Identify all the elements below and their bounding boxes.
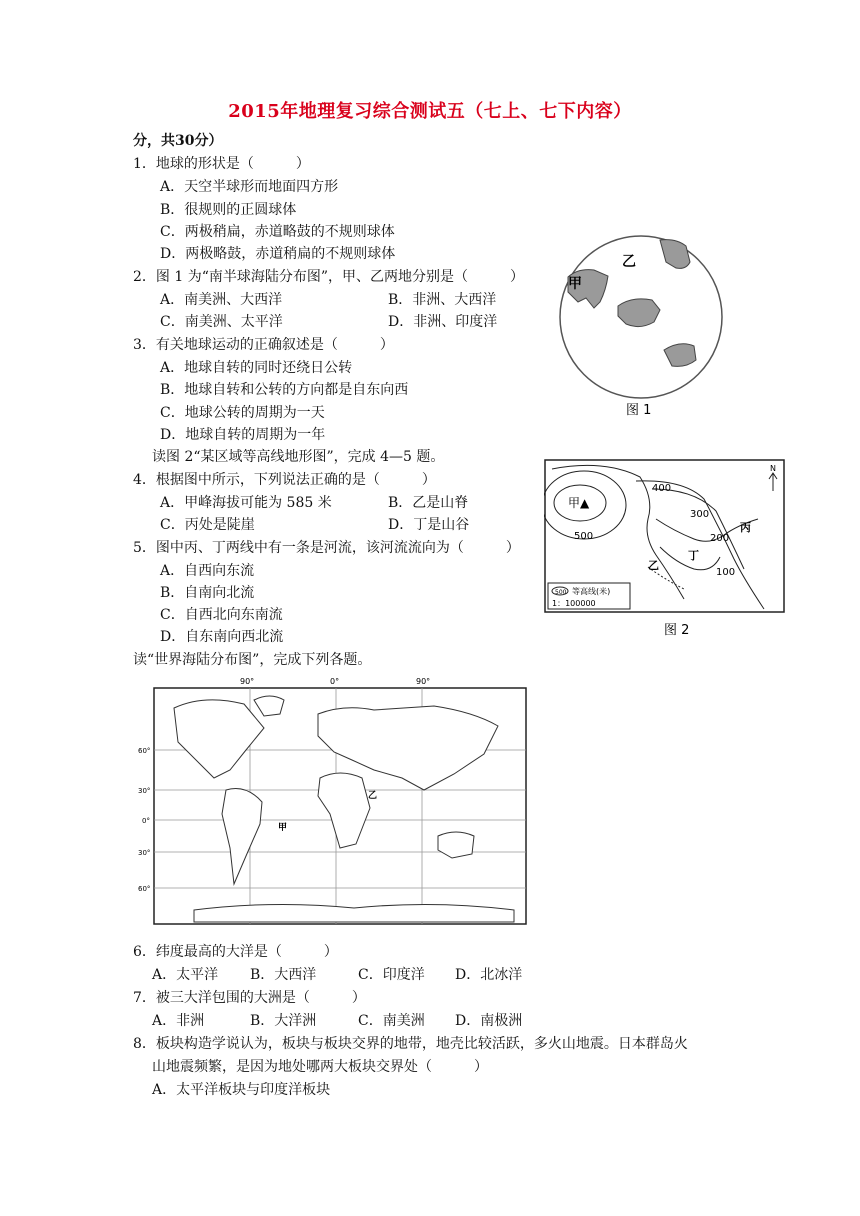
figure-1-southern-hemisphere-map [556, 232, 726, 422]
north-arrow-label: N [770, 464, 776, 473]
q5-option-c: C．自西北向东南流 [160, 607, 283, 623]
section-header: 分，共30分） [133, 133, 223, 149]
figure-3-world-map [134, 674, 534, 930]
q2-option-a: A．南美洲、大西洋 [160, 292, 283, 308]
contour-400: 400 [652, 483, 672, 494]
q7-option-c: C．南美洲 [358, 1013, 425, 1029]
fig2-peak-label: 甲▲ [568, 496, 590, 510]
q7-option-a: A．非洲 [152, 1013, 205, 1029]
map-left-tick-2: 30° [138, 787, 151, 795]
fig2-caption: 图 2 [664, 623, 690, 638]
q3-stem: 3．有关地球运动的正确叙述是（ ） [133, 337, 394, 353]
fig2-label-ding: 丁 [688, 549, 699, 562]
fig2-label-yi: 乙 [648, 559, 659, 572]
read-instruction-map: 读“世界海陆分布图”，完成下列各题。 [133, 652, 372, 668]
q8-stem-line1: 8．板块构造学说认为，板块与板块交界的地带，地壳比较活跃，多火山地震。日本群岛火 [133, 1036, 688, 1052]
q4-stem: 4．根据图中所示，下列说法正确的是（ ） [133, 472, 436, 488]
scale-label: 1：100000 [552, 599, 596, 608]
fig1-label-yi: 乙 [622, 254, 636, 270]
q4-option-c: C．丙处是陡崖 [160, 517, 255, 533]
contour-300: 300 [690, 509, 710, 520]
map-top-tick-1: 90° [240, 677, 255, 686]
q1-option-a: A．天空半球形而地面四方形 [160, 179, 339, 195]
q7-option-b: B．大洋洲 [250, 1013, 317, 1029]
q5-option-b: B．自南向北流 [160, 585, 255, 601]
page-title: 2015年地理复习综合测试五（七上、七下内容） [228, 101, 632, 122]
fig2-label-bing: 丙 [740, 521, 751, 534]
read-instruction-fig2: 读图 2“某区域等高线地形图”，完成 4—5 题。 [152, 449, 445, 465]
q7-stem: 7．被三大洋包围的大洲是（ ） [133, 990, 366, 1006]
q2-option-b: B．非洲、大西洋 [388, 292, 497, 308]
map-label-jia: 甲 [278, 823, 288, 833]
map-left-tick-4: 30° [138, 849, 151, 857]
map-left-tick-1: 60° [138, 747, 151, 755]
fig1-caption: 图 1 [626, 403, 652, 418]
legend-value: 500 [555, 589, 567, 596]
q2-option-c: C．南美洲、太平洋 [160, 314, 283, 330]
q6-option-b: B．大西洋 [250, 967, 317, 983]
q2-option-d: D．非洲、印度洋 [388, 314, 498, 330]
q1-option-d: D．两极略鼓，赤道稍扁的不规则球体 [160, 246, 396, 262]
q6-option-c: C．印度洋 [358, 967, 425, 983]
q4-option-d: D．丁是山谷 [388, 517, 470, 533]
contour-100: 100 [716, 567, 736, 578]
q5-option-d: D．自东南向西北流 [160, 629, 284, 645]
contour-500: 500 [574, 531, 594, 542]
q1-option-c: C．两极稍扁，赤道略鼓的不规则球体 [160, 224, 395, 240]
map-left-tick-3: 0° [142, 817, 150, 825]
q4-option-b: B．乙是山脊 [388, 495, 469, 511]
q1-option-b: B．很规则的正圆球体 [160, 202, 297, 218]
q3-option-a: A．地球自转的同时还绕日公转 [160, 360, 353, 376]
q5-option-a: A．自西向东流 [160, 563, 255, 579]
q6-option-a: A．太平洋 [152, 967, 219, 983]
contour-200: 200 [710, 533, 730, 544]
map-top-tick-3: 90° [416, 677, 431, 686]
q6-stem: 6．纬度最高的大洋是（ ） [133, 944, 338, 960]
fig1-label-jia: 甲 [568, 276, 582, 292]
map-left-tick-5: 60° [138, 885, 151, 893]
q7-option-d: D．南极洲 [455, 1013, 523, 1029]
q1-stem: 1．地球的形状是（ ） [133, 156, 310, 172]
q3-option-c: C．地球公转的周期为一天 [160, 405, 325, 421]
q8-option-a: A．太平洋板块与印度洋板块 [152, 1082, 331, 1098]
map-label-yi: 乙 [368, 791, 378, 801]
figure-2-contour-map [544, 459, 786, 641]
q8-stem-line2: 山地震频繁，是因为地处哪两大板块交界处（ ） [152, 1059, 488, 1075]
antarctica-shape [618, 299, 660, 327]
map-top-tick-2: 0° [330, 677, 340, 686]
q4-option-a: A．甲峰海拔可能为 585 米 [160, 495, 332, 511]
q5-stem: 5．图中丙、丁两线中有一条是河流，该河流流向为（ ） [133, 540, 520, 556]
q6-option-d: D．北冰洋 [455, 967, 523, 983]
q2-stem: 2．图 1 为“南半球海陆分布图”，甲、乙两地分别是（ ） [133, 269, 525, 285]
legend-label: 等高线(米) [572, 587, 611, 596]
q3-option-d: D．地球自转的周期为一年 [160, 427, 326, 443]
q3-option-b: B．地球自转和公转的方向都是自东向西 [160, 382, 409, 398]
